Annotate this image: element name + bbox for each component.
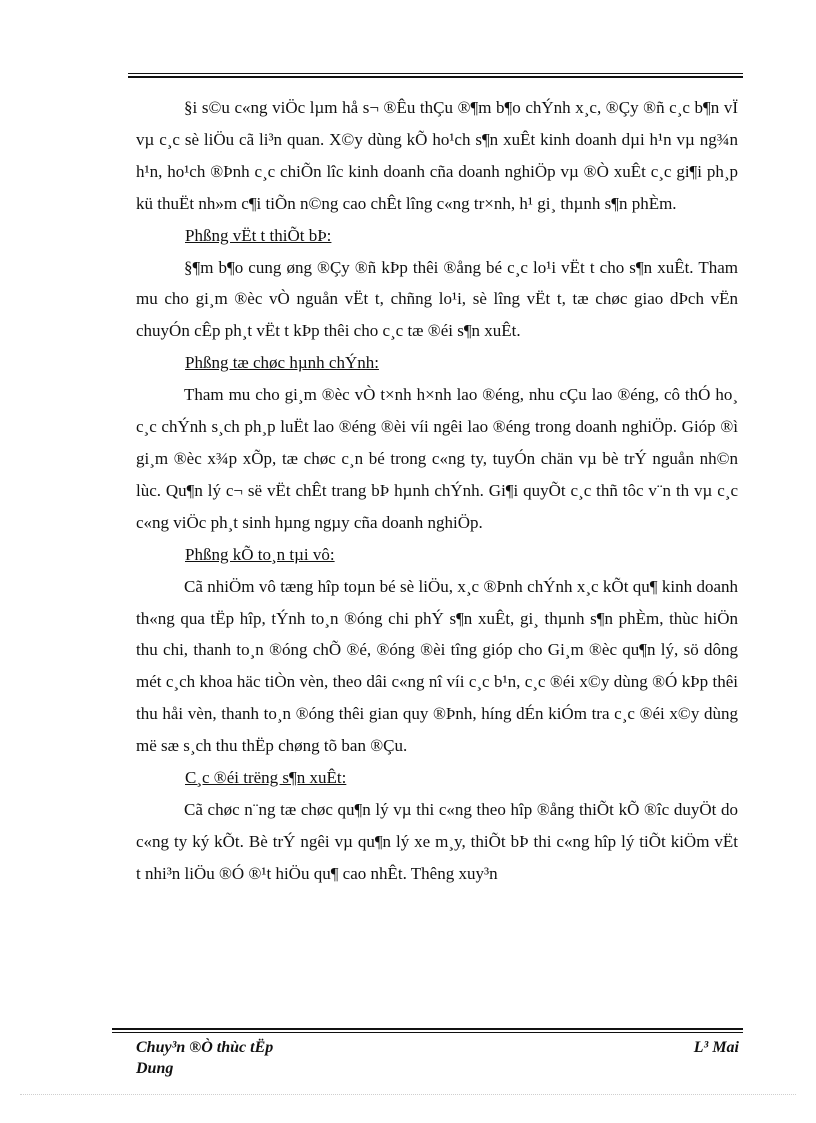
heading-accounting-dept xyxy=(136,539,738,571)
heading-admin-dept-label: Phßng tæ chøc hµnh chÝnh: xyxy=(185,353,379,373)
page-bottom-dotted-edge xyxy=(20,1094,796,1095)
heading-admin-dept xyxy=(136,347,738,379)
footer-author-lastname: Dung xyxy=(136,1060,174,1077)
footer-left xyxy=(136,1037,273,1079)
paragraph-admin-dept: Tham mu cho gi¸m ®èc vÒ t×nh h×nh lao ®éng, nhu cÇu lao ®éng, cô thÓ ho¸ c¸c chÝnh s¸ch ph¸p luËt lao ®éng ®èi víi ngêi lao ®éng trong doanh nghiÖp. Gióp ®ì gi¸m ®èc x¾p xÕp, tæ chøc c¸n bé trong c«ng ty, tuyÓn chän vµ bè trÝ nguån nh©n lùc. Qu¶n lý c¬ së vËt chÊt trang bÞ hµnh chÝnh. Gi¶i quyÕt c¸c thñ tôc v¨n th vµ c¸c c«ng viÖc ph¸t sinh hµng ngµy cña doanh nghiÖp. xyxy=(136,385,738,532)
header-rule xyxy=(128,73,743,78)
heading-materials-dept xyxy=(136,220,738,252)
heading-production-teams xyxy=(136,762,738,794)
heading-accounting-dept-label: Phßng kÕ to¸n tµi vô: xyxy=(185,544,335,564)
paragraph-intro: §i s©u c«ng viÖc lµm hå s¬ ®Êu thÇu ®¶m b¶o chÝnh x¸c, ®Çy ®ñ c¸c b¶n vÏ vµ c¸c sè liÖu cã li³n quan. X©y dùng kÕ ho¹ch s¶n xuÊt kinh doanh dµi h¹n vµ ng¾n h¹n, ho¹ch ®Þnh c¸c chiÕn lîc kinh doanh cña doanh nghiÖp vµ ®Ò xuÊt c¸c gi¶i ph¸p kü thuËt nh»m c¶i tiÕn n©ng cao chÊt lîng c«ng tr×nh, h¹ gi¸ thµnh s¶n phÈm. xyxy=(136,98,738,213)
paragraph-accounting-dept: Cã nhiÖm vô tæng hîp toµn bé sè liÖu, x¸c ®Þnh chÝnh x¸c kÕt qu¶ kinh doanh th«ng qua tËp hîp, tÝnh to¸n ®óng chi phÝ s¶n xuÊt, gi¸ thµnh s¶n phÈm, thùc hiÖn thu chi, thanh to¸n ®óng chÕ ®é, ®óng ®èi tîng gióp cho Gi¸m ®èc qu¶n lý, sö dông mét c¸ch khoa häc tiÒn vèn, theo dâi c«ng nî víi c¸c b¹n, c¸c ®éi x©y dùng ®Ó kÞp thêi thu håi vèn, thanh to¸n ®óng thêi gian quy ®Þnh, híng dÉn kiÓm tra c¸c ®éi x©y dùng më sæ s¸ch thu thËp chøng tõ ban ®Çu. xyxy=(136,576,738,756)
paragraph-production-teams: Cã chøc n¨ng tæ chøc qu¶n lý vµ thi c«ng theo hîp ®ång thiÕt kÕ ®îc duyÖt do c«ng ty ký kÕt. Bè trÝ ngêi vµ qu¶n lý xe m¸y, thiÕt bÞ thi c«ng hîp lý tiÕt kiÖm vËt t nhi³n liÖu ®Ó ®¹t hiÖu qu¶ cao nhÊt. Thêng xuy³n xyxy=(136,799,738,883)
paragraph-materials-dept: §¶m b¶o cung øng ®Çy ®ñ kÞp thêi ®ång bé c¸c lo¹i vËt t cho s¶n xuÊt. Tham mu cho gi¸m ®èc vÒ nguån vËt t, chñng lo¹i, sè lîng vËt t, tæ chøc giao dÞch vËn chuyÓn cÊp ph¸t vËt t kÞp thêi cho c¸c tæ ®éi s¶n xuÊt. xyxy=(136,257,738,341)
footer-author-name: L³ Mai xyxy=(693,1039,739,1056)
body-text xyxy=(136,92,738,890)
footer-rule xyxy=(112,1028,743,1033)
heading-production-teams-label: C¸c ®éi trëng s¶n xuÊt: xyxy=(185,768,347,788)
heading-materials-dept-label: Phßng vËt t thiÕt bÞ: xyxy=(185,225,332,245)
footer-report-title: Chuy³n ®Ò thùc tËp xyxy=(136,1039,274,1056)
